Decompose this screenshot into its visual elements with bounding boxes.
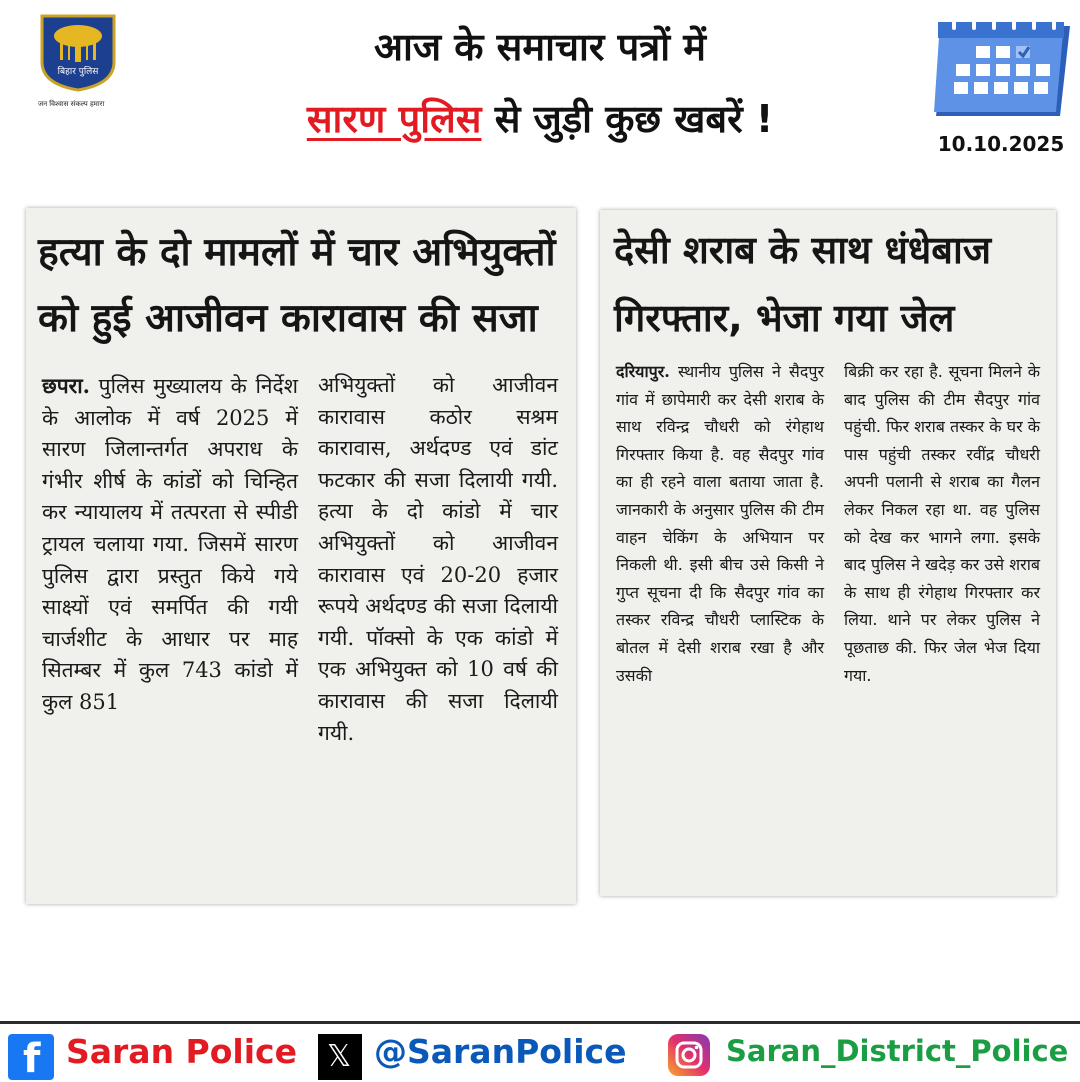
- clipping-1-column-1: [42, 370, 298, 719]
- x-handle-link[interactable]: @SaranPolice: [374, 1032, 627, 1071]
- page-title-line2: [180, 92, 900, 144]
- saran-police-highlight: सारण पुलिस: [306, 97, 482, 141]
- clipping-1-column-1-text: पुलिस मुख्यालय के निर्देश के आलोक में वर्ष 2025 में सारण जिलान्तर्गत अपराध के गंभीर शीर्ष के कांडों को चिन्हित कर न्यायालय में तत्परता से स्पीडी ट्रायल चलाया गया. जिसमें सारण पुलिस द्वारा प्रस्तुत किये गये साक्ष्यों एवं समर्पित की गयी चार्जशीट के आधार पर माह सितम्बर में कुल 743 कांडो में कुल 851: [42, 374, 298, 714]
- bihar-police-logo: [38, 12, 120, 109]
- bihar-police-emblem-icon: [38, 12, 118, 92]
- clipping-2-headline: देसी शराब के साथ धंधेबाज गिरफ्तार, भेजा गया जेल: [614, 228, 992, 340]
- news-clipping-1: [26, 208, 576, 904]
- clipping-1-column-2: अभियुक्तों को आजीवन कारावास कठोर सश्रम कारावास, अर्थदण्ड एवं डांट फटकार की सजा दिलायी गयी. हत्या के दो कांडो में चार अभियुक्तों को आजीवन कारावास एवं 20-20 हजार रूपये अर्थदण्ड की सजा दिलायी गयी. पॉक्सो के एक कांडो में एक अभियुक्त को 10 वर्ष की कारावास की सजा दिलायी गयी.: [318, 373, 558, 745]
- clipping-1-dateline: छपरा.: [42, 373, 90, 398]
- news-clipping-2: [600, 210, 1056, 896]
- social-footer: [0, 1026, 1080, 1080]
- x-icon[interactable]: 𝕏: [318, 1034, 362, 1080]
- page-title-line1: आज के समाचार पत्रों में: [373, 25, 707, 69]
- facebook-link[interactable]: Saran Police: [66, 1032, 297, 1071]
- clipping-2-dateline: दरियापुर.: [616, 362, 670, 381]
- logo-tagline: जन विश्वास संकल्प हमारा: [38, 100, 105, 108]
- clipping-2-column-1: [616, 358, 824, 689]
- instagram-icon[interactable]: [668, 1034, 710, 1076]
- instagram-handle-link[interactable]: Saran_District_Police: [726, 1034, 1069, 1068]
- logo-text: बिहार पुलिस: [57, 67, 99, 77]
- facebook-icon[interactable]: f: [8, 1034, 54, 1080]
- date-label: 10.10.2025: [937, 132, 1065, 156]
- clipping-2-column-2: बिक्री कर रहा है. सूचना मिलने के बाद पुलिस की टीम सैदपुर गांव पहुंची. फिर शराब तस्कर के घर के पास पहुंची तस्कर रवींद्र चौधरी अपनी पलानी से शराब का गैलन लेकर निकल रहा था. वह पुलिस को देख कर भागने लगा. इसके बाद पुलिस ने खदेड़ कर उसे शराब के साथ ही रंगेहाथ गिरफ्तार कर लिया. थाने पर लेकर पुलिस ने पूछताछ की. फिर जेल भेज दिया गया.: [844, 362, 1040, 685]
- calendar-check-icon: [928, 12, 1076, 128]
- clipping-1-headline: हत्या के दो मामलों में चार अभियुक्तों को हुई आजीवन कारावास की सजा: [38, 230, 556, 341]
- page-title-line2-rest: से जुड़ी कुछ खबरें !: [481, 97, 774, 141]
- clipping-2-column-1-text: स्थानीय पुलिस ने सैदपुर गांव में छापेमारी कर देसी शराब के साथ रविन्द्र चौधरी को रंगेहाथ गिरफ्तार किया है. वह सैदपुर गांव का ही रहने वाला बताया जाता है. जानकारी के अनुसार पुलिस की टीम वाहन चेकिंग के अभियान पर निकली थी. इसी बीच उसे किसी ने गुप्त सूचना दी कि सैदपुर गांव का तस्कर रविन्द्र चौधरी प्लास्टिक के बोतल में देसी शराब रखा है और उसकी: [616, 362, 824, 685]
- footer-divider: [0, 1021, 1080, 1024]
